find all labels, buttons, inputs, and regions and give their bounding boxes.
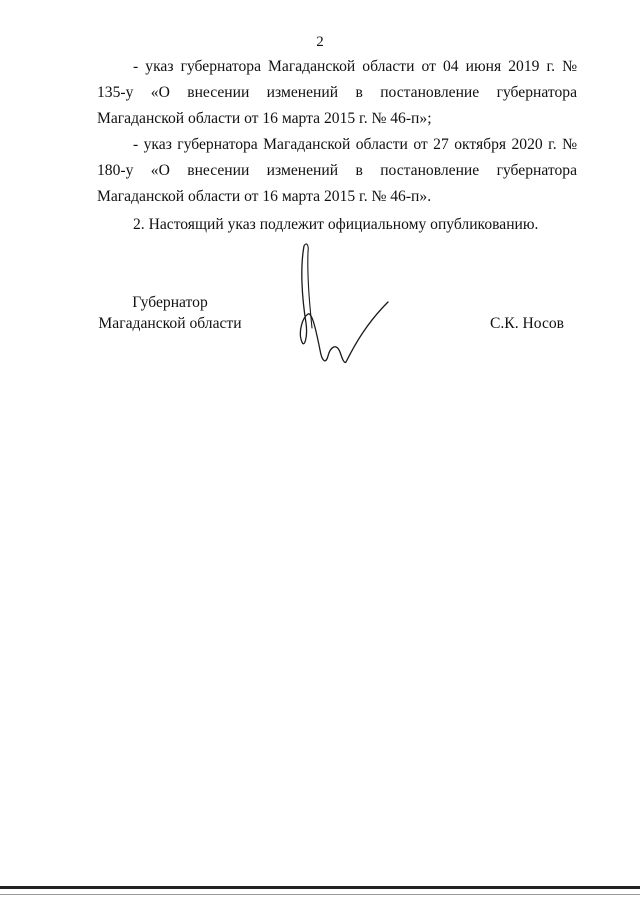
paragraph-decree-2020 xyxy=(97,132,577,210)
bottom-rule-faint xyxy=(0,894,640,895)
signatory-position-line1: Губернатор xyxy=(132,294,208,311)
signatory-position xyxy=(80,292,260,334)
bottom-rule xyxy=(0,886,640,889)
paragraph-text: 2. Настоящий указ подлежит официальному опубликованию. xyxy=(133,216,539,233)
page-number: 2 xyxy=(316,34,324,50)
paragraph-text: - указ губернатора Магаданской области от 04 июня 2019 г. № 135-у «О внесении изменений в постановление губернатора Магаданской области от 16 марта 2015 г. № 46-п»; xyxy=(97,58,577,127)
handwritten-signature xyxy=(282,238,402,373)
paragraph-publication xyxy=(97,212,577,238)
signatory-name: С.К. Носов xyxy=(490,315,565,332)
paragraph-text: - указ губернатора Магаданской области от 27 октября 2020 г. № 180-у «О внесении изменений в постановление губернатора Магаданской области от 16 марта 2015 г. № 46-п». xyxy=(97,136,577,205)
paragraph-decree-2019 xyxy=(97,54,577,132)
signatory-position-line2: Магаданской области xyxy=(98,315,242,332)
